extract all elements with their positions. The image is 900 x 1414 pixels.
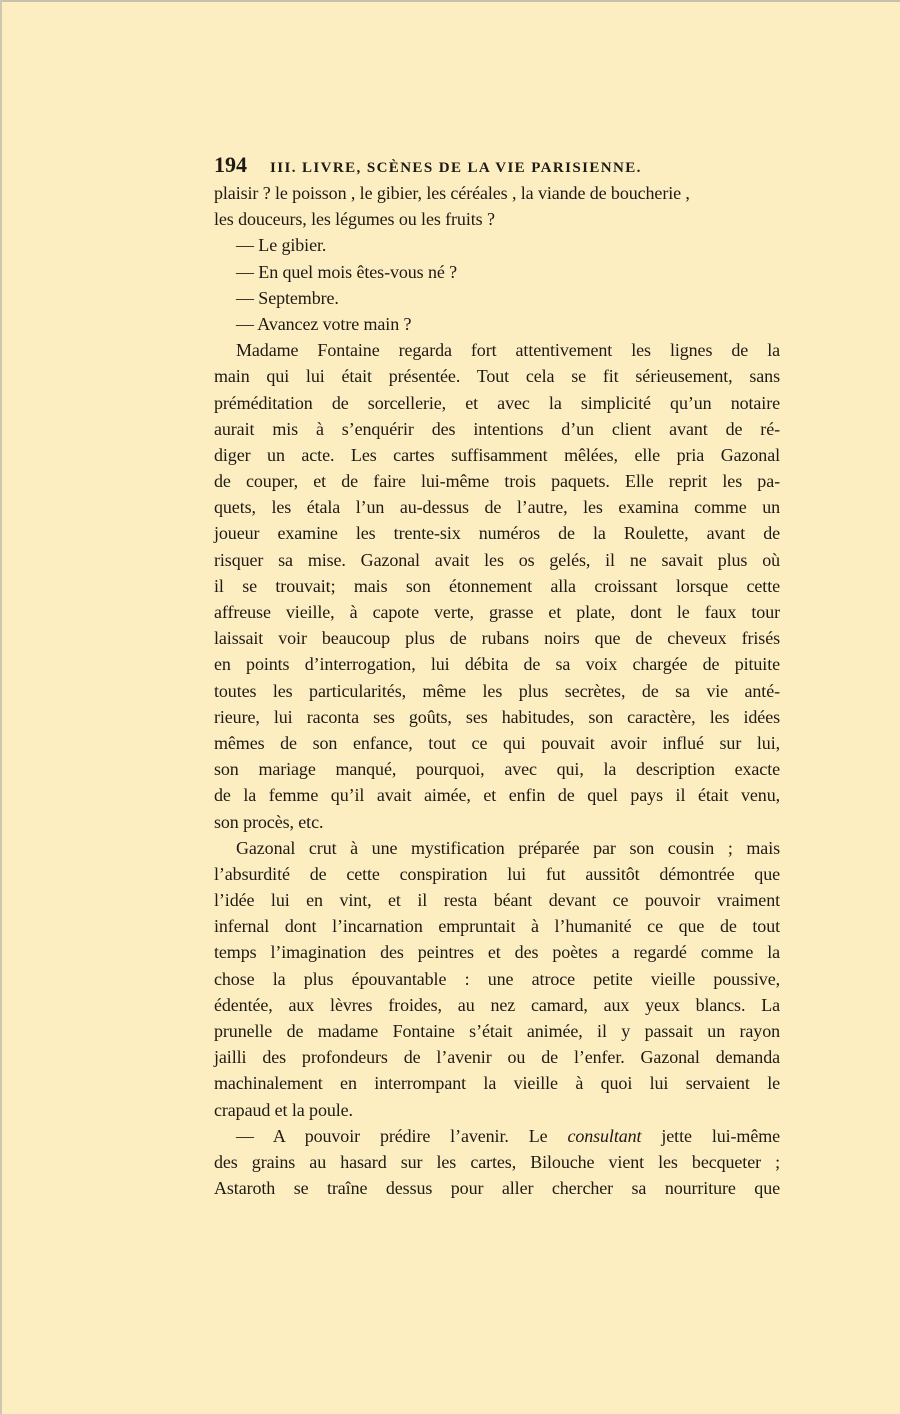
text-line: l’idée lui en vint, et il resta béant devant ce pouvoir vraiment: [214, 890, 780, 911]
text-line: machinalement en interrompant la vieille à quoi lui servaient le: [214, 1073, 780, 1094]
text-line: édentée, aux lèvres froides, au nez camard, aux yeux blancs. La: [214, 994, 780, 1015]
dialogue-line: [214, 1123, 780, 1149]
text-line: l’absurdité de cette conspiration lui fut aussitôt démontrée que: [214, 863, 780, 884]
text-line: infernal dont l’incarnation empruntait à l’humanité ce que de tout: [214, 916, 780, 937]
page-edge: [0, 0, 2, 1414]
text-line: crapaud et la poule.: [214, 1099, 353, 1120]
text-line: il se trouvait; mais son étonnement alla croissant lorsque cette: [214, 575, 780, 596]
text-line: prunelle de madame Fontaine s’était animée, il y passait un rayon: [214, 1021, 780, 1041]
text-line: chose la plus épouvantable : une atroce petite vieille poussive,: [214, 968, 780, 989]
text-line: main qui lui était présentée. Tout cela se fit sérieusement, sans: [214, 366, 780, 387]
text-line: rieure, lui raconta ses goûts, ses habitudes, son caractère, les idées: [214, 706, 780, 727]
text-line: joueur examine les trente-six numéros de la Roulette, avant de: [214, 523, 780, 544]
text-line: quets, les étala l’un au-dessus de l’autre, les examina comme un: [214, 497, 780, 518]
text-line: risquer sa mise. Gazonal avait les os gelés, il ne savait plus où: [214, 549, 780, 570]
text-line: jailli des profondeurs de l’avenir ou de l’enfer. Gazonal demanda: [214, 1047, 780, 1068]
text-line: de la femme qu’il avait aimée, et enfin de quel pays il était venu,: [214, 785, 780, 806]
text-line: des grains au hasard sur les cartes, Bilouche vient les becqueter ;: [214, 1151, 780, 1172]
text-line: les douceurs, les légumes ou les fruits ?: [214, 209, 495, 230]
text-line: de couper, et de faire lui-même trois paquets. Elle reprit les pa-: [214, 471, 780, 492]
text-line: diger un acte. Les cartes suffisamment mêlées, elle pria Gazonal: [214, 444, 780, 465]
text-span: — A pouvoir prédire l’avenir. Le: [236, 1125, 568, 1146]
text-line: affreuse vieille, à capote verte, grasse et plate, dont le faux tour: [214, 602, 780, 622]
body-text: [214, 180, 780, 1201]
dialogue-line: — En quel mois êtes-vous né ?: [236, 261, 458, 282]
text-line: aurait mis à s’enquérir des intentions d’un client avant de ré-: [214, 418, 780, 439]
dialogue-line: — Septembre.: [236, 287, 339, 308]
text-line: toutes les particularités, même les plus secrètes, de sa vie anté-: [214, 680, 780, 701]
text-line: temps l’imagination des peintres et des poètes a regardé comme la: [214, 942, 780, 963]
italic-term: consultant: [567, 1125, 642, 1146]
text-line: Gazonal crut à une mystification préparée par son cousin ; mais: [236, 837, 780, 858]
page-number: 194: [214, 152, 247, 177]
dialogue-line: — Le gibier.: [236, 235, 327, 256]
text-line: son procès, etc.: [214, 811, 324, 832]
text-line: mêmes de son enfance, tout ce qui pouvait avoir influé sur lui,: [214, 732, 780, 753]
dialogue-line: — Avancez votre main ?: [236, 313, 412, 334]
page-edge: [0, 0, 900, 2]
text-line: en points d’interrogation, lui débita de sa voix chargée de pituite: [214, 654, 780, 675]
text-line: préméditation de sorcellerie, et avec la simplicité qu’un notaire: [214, 392, 780, 413]
text-line: plaisir ? le poisson , le gibier, les céréales , la viande de boucherie ,: [214, 183, 690, 203]
text-line: laissait voir beaucoup plus de rubans noirs que de cheveux frisés: [214, 628, 780, 649]
running-title: III. LIVRE, SCÈNES DE LA VIE PARISIENNE.: [270, 160, 642, 176]
text-line: son mariage manqué, pourquoi, avec qui, la description exacte: [214, 759, 780, 780]
text-line: Madame Fontaine regarda fort attentivement les lignes de la: [236, 340, 780, 361]
page-header: [214, 152, 780, 180]
text-span: jette lui-même: [641, 1125, 780, 1146]
text-line: Astaroth se traîne dessus pour aller chercher sa nourriture que: [214, 1178, 780, 1199]
